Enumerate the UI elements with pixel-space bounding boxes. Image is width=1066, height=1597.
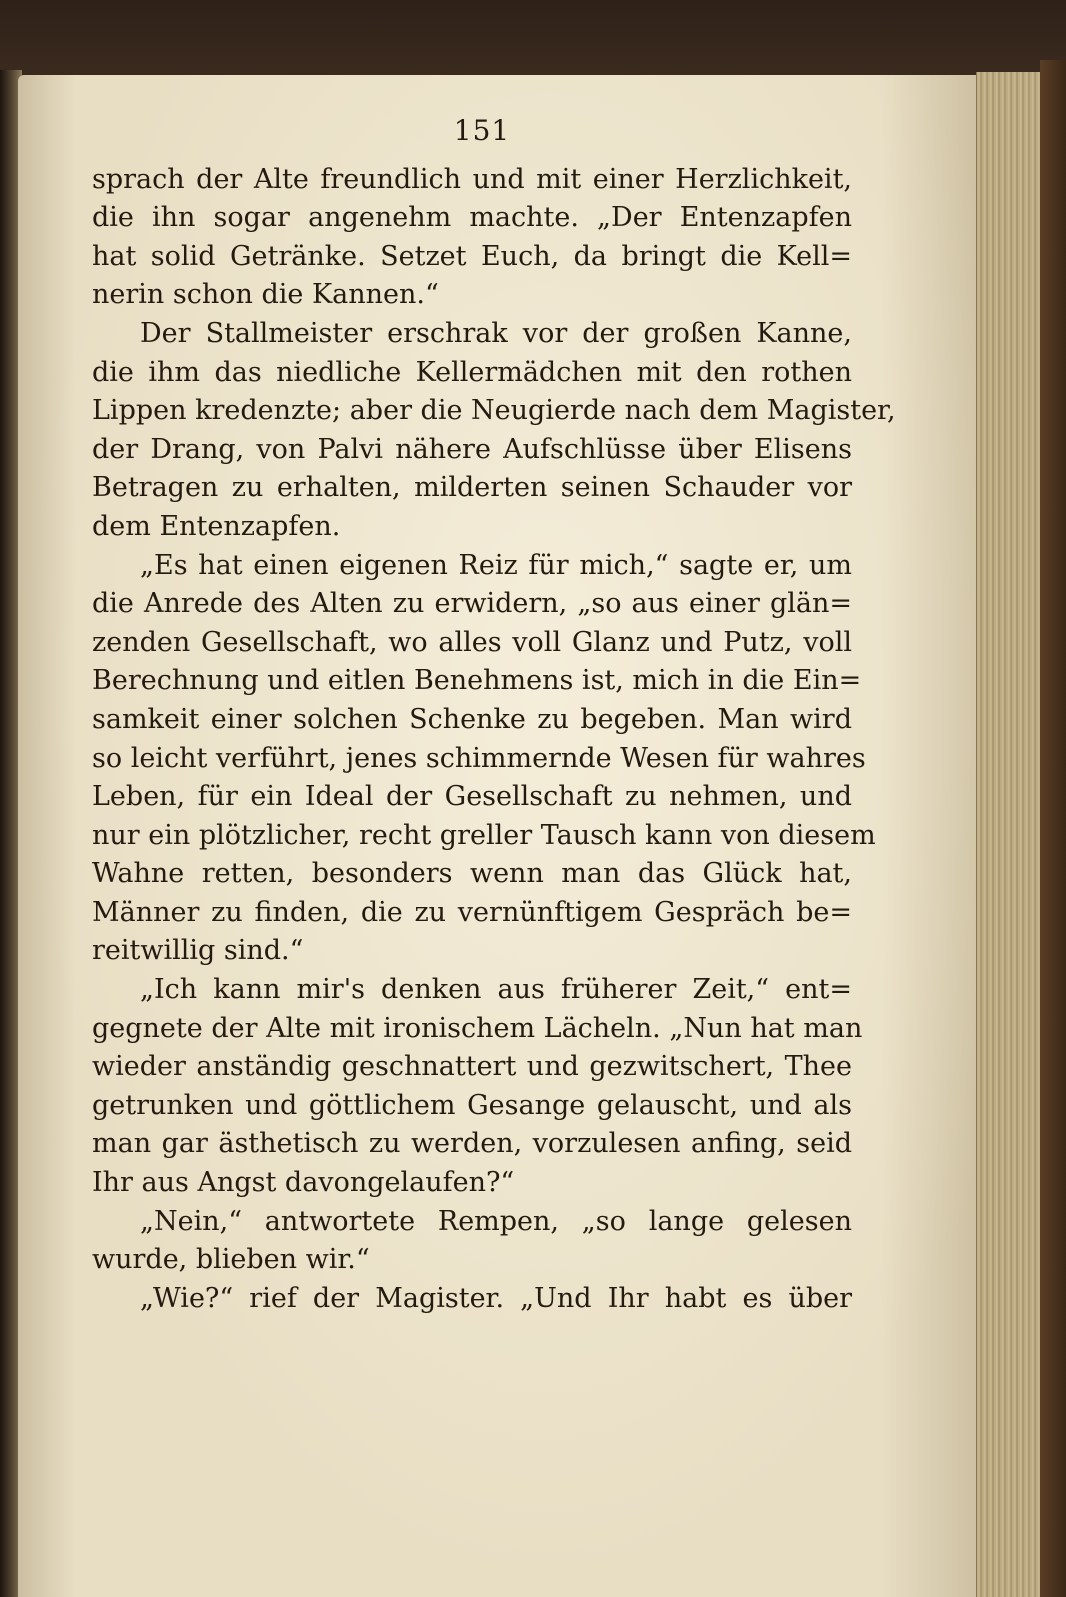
text-line: Der Stallmeister erschrak vor der großen Kanne,: [140, 317, 852, 349]
text-line: die ihn sogar angenehm machte. „Der Entenzapfen: [92, 202, 852, 234]
text-line: nerin schon die Kannen.“: [92, 279, 439, 311]
text-line: „Wie?“ rief der Magister. „Und Ihr habt es über: [140, 1282, 852, 1314]
text-line: getrunken und göttlichem Gesange gelauscht, und als: [92, 1089, 852, 1121]
page-number: 151: [453, 114, 511, 147]
text-line: Lippen kredenzte; aber die Neugierde nach dem Magister,: [92, 395, 896, 427]
text-line: hat solid Getränke. Setzet Euch, da bringt die Kell=: [92, 240, 852, 272]
text-line: man gar ästhetisch zu werden, vorzulesen anfing, seid: [92, 1128, 852, 1160]
text-line: Betragen zu erhalten, milderten seinen Schauder vor: [92, 472, 852, 504]
text-line: der Drang, von Palvi nähere Aufschlüsse über Elisens: [92, 433, 852, 465]
text-line: „Es hat einen eigenen Reiz für mich,“ sagte er, um: [140, 549, 852, 581]
text-line: sprach der Alte freundlich und mit einer Herzlichkeit,: [92, 163, 852, 195]
text-line: „Ich kann mir's denken aus früherer Zeit,“ ent=: [140, 974, 852, 1006]
book-cover-edge: [1040, 60, 1066, 1597]
text-line: wieder anständig geschnattert und gezwitschert, Thee: [92, 1051, 852, 1083]
text-line: Wahne retten, besonders wenn man das Glück hat,: [92, 858, 852, 890]
text-line: „Nein,“ antwortete Rempen, „so lange gelesen: [140, 1205, 852, 1237]
page-text: [92, 112, 896, 1318]
text-line: Berechnung und eitlen Benehmens ist, mich in die Ein=: [92, 665, 862, 697]
text-line: reitwillig sind.“: [92, 935, 304, 967]
text-line: die ihm das niedliche Kellermädchen mit den rothen: [92, 356, 852, 388]
text-line: Leben, für ein Ideal der Gesellschaft zu nehmen, und: [92, 781, 852, 813]
text-line: zenden Gesellschaft, wo alles voll Glanz und Putz, voll: [92, 626, 852, 658]
text-line: dem Entenzapfen.: [92, 510, 341, 542]
page-stack-edges: [976, 72, 1041, 1597]
text-line: nur ein plötzlicher, recht greller Tausch kann von diesem: [92, 819, 876, 851]
text-line: so leicht verführt, jenes schimmernde Wesen für wahres: [92, 742, 866, 774]
text-line: wurde, blieben wir.“: [92, 1244, 370, 1276]
text-line: Ihr aus Angst davongelaufen?“: [92, 1167, 515, 1199]
text-line: gegnete der Alte mit ironischem Lächeln. „Nun hat man: [92, 1012, 863, 1044]
text-line: die Anrede des Alten zu erwidern, „so aus einer glän=: [92, 588, 852, 620]
text-line: samkeit einer solchen Schenke zu begeben. Man wird: [92, 703, 852, 735]
text-line: Männer zu finden, die zu vernünftigem Gespräch be=: [92, 896, 852, 928]
